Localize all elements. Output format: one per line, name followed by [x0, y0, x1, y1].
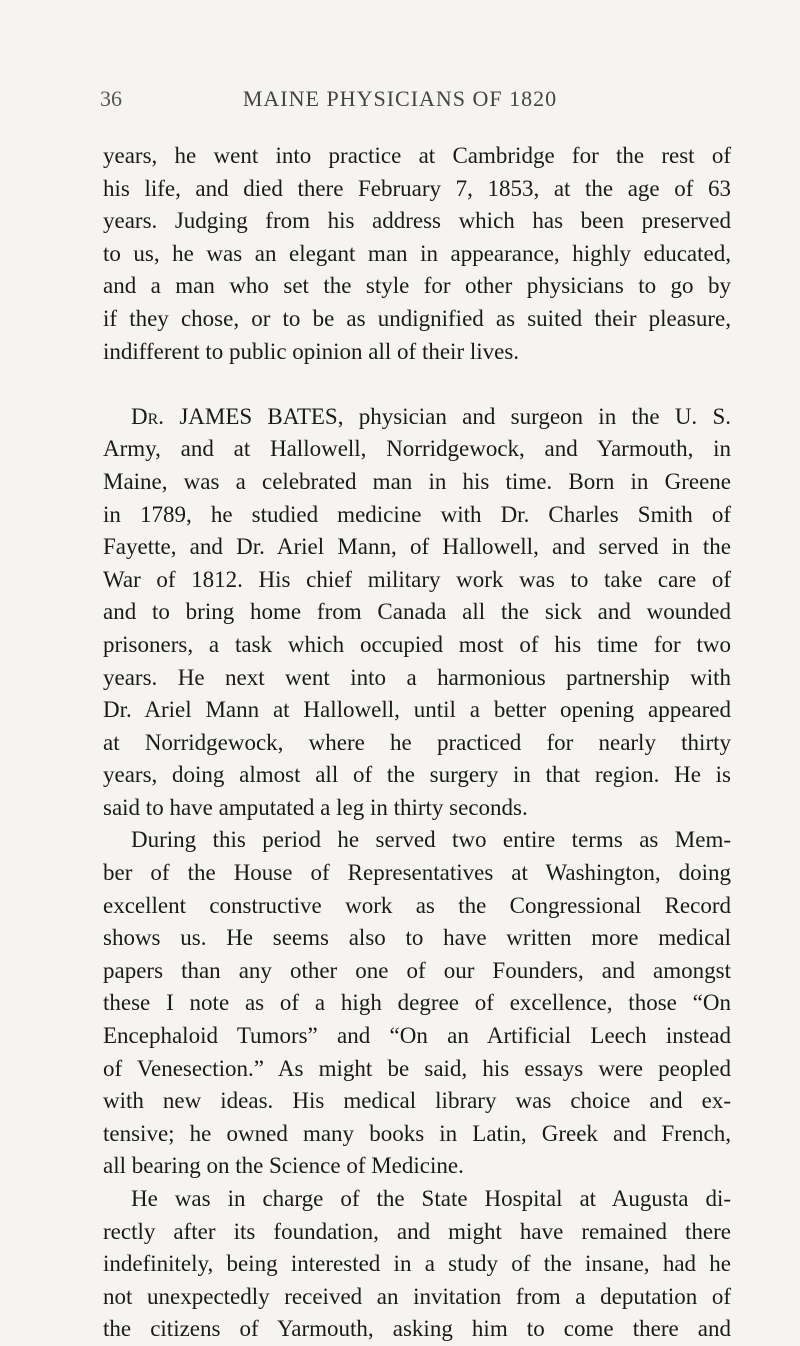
paragraph	[103, 824, 731, 1183]
text-body	[103, 140, 731, 1346]
text-line: all bearing on the Science of Medicine.	[103, 1153, 464, 1179]
text-line: Army, and at Hallowell, Norridgewock, and Yarmouth, in	[103, 436, 731, 462]
text-line: said to have amputated a leg in thirty seconds.	[103, 794, 528, 820]
text-line: years. Judging from his address which has been preserved	[103, 208, 731, 234]
text-line: Dr. JAMES BATES, physician and surgeon in the U. S.	[131, 403, 731, 429]
paragraph	[103, 401, 731, 825]
text-line: Maine, was a celebrated man in his time. Born in Greene	[103, 468, 731, 494]
paragraph	[103, 1183, 731, 1346]
text-line: the citizens of Yarmouth, asking him to come there and	[103, 1316, 731, 1342]
text-line: papers than any other one of our Founders, and amongst	[103, 957, 731, 983]
text-line: years, doing almost all of the surgery in that region. He is	[103, 762, 731, 788]
text-line: these I note as of a high degree of excellence, those “On	[103, 990, 731, 1016]
text-line: Encephaloid Tumors” and “On an Artificial Leech instead	[103, 1023, 731, 1049]
text-line: not unexpectedly received an invitation from a deputation of	[103, 1283, 731, 1309]
text-line: Fayette, and Dr. Ariel Mann, of Hallowell, and served in the	[103, 534, 731, 560]
text-line: shows us. He seems also to have written more medical	[103, 925, 731, 951]
text-line: at Norridgewock, where he practiced for nearly thirty	[103, 729, 731, 755]
text-line: indifferent to public opinion all of their lives.	[103, 338, 520, 364]
text-line: prisoners, a task which occupied most of his time for two	[103, 631, 731, 657]
small-caps-title: Dr.	[131, 403, 165, 429]
text-line: years. He next went into a harmonious partnership with	[103, 664, 731, 690]
text-line: years, he went into practice at Cambridge for the rest of	[103, 143, 731, 168]
page-number: 36	[100, 86, 122, 111]
text-line: excellent constructive work as the Congressional Record	[103, 892, 731, 918]
text-line: if they chose, or to be as undignified as suited their pleasure,	[103, 305, 731, 331]
text-line: During this period he served two entire terms as Mem-	[131, 827, 731, 853]
paragraph	[103, 140, 731, 368]
text-line: rectly after its foundation, and might have remained there	[103, 1218, 731, 1244]
text-line: War of 1812. His chief military work was to take care of	[103, 566, 731, 592]
text-line: indefinitely, being interested in a study of the insane, had he	[103, 1251, 731, 1277]
text-line: and a man who set the style for other physicians to go by	[103, 273, 731, 299]
text-line: Dr. Ariel Mann at Hallowell, until a better opening appeared	[103, 697, 731, 723]
text-line: his life, and died there February 7, 1853, at the age of 63	[103, 175, 731, 201]
text-line: tensive; he owned many books in Latin, Greek and French,	[103, 1120, 731, 1146]
text-line: in 1789, he studied medicine with Dr. Charles Smith of	[103, 501, 731, 527]
text-line: He was in charge of the State Hospital at Augusta di-	[131, 1186, 731, 1211]
paragraph-gap	[103, 368, 731, 401]
text-line: with new ideas. His medical library was choice and ex-	[103, 1088, 731, 1114]
text-line: and to bring home from Canada all the sick and wounded	[103, 599, 731, 625]
text-line: of Venesection.” As might be said, his essays were peopled	[103, 1055, 731, 1081]
running-head: MAINE PHYSICIANS OF 1820	[242, 86, 558, 111]
text-line: ber of the House of Representatives at Washington, doing	[103, 860, 731, 886]
page-header	[0, 86, 800, 116]
text-line: to us, he was an elegant man in appearance, highly educated,	[103, 240, 731, 266]
